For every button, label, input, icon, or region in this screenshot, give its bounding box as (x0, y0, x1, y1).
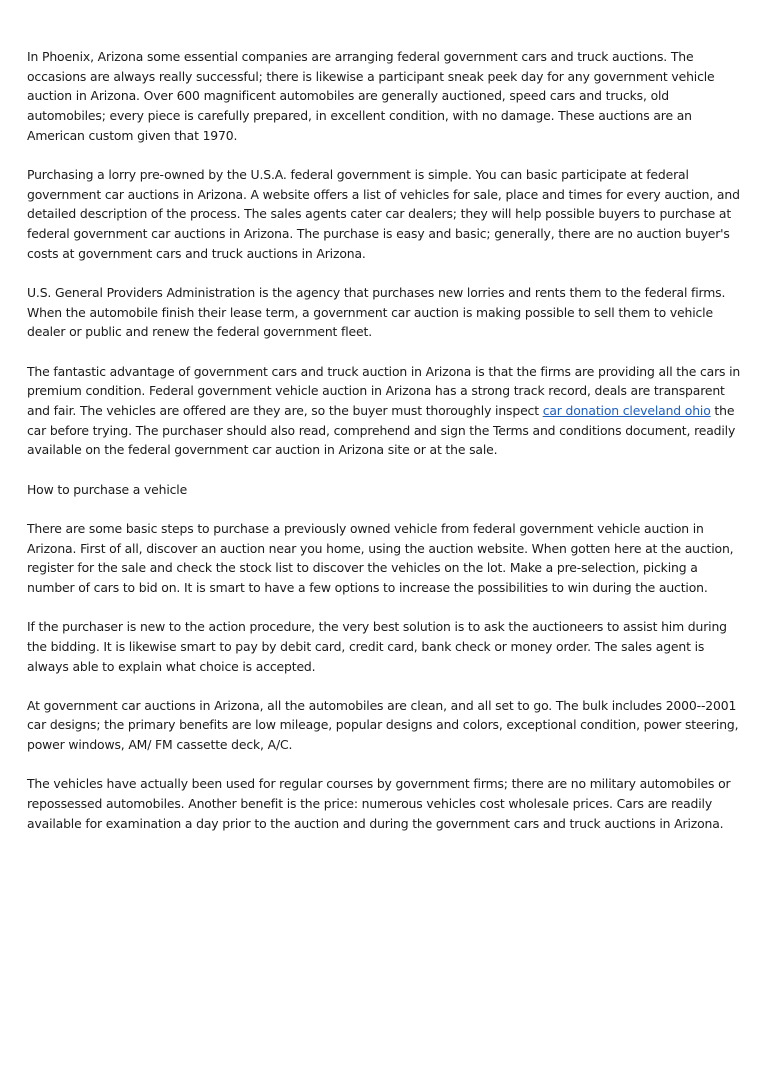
paragraph-clean-automobiles: At government car auctions in Arizona, all the automobiles are clean, and all set to go. The bulk includes 2000--2001 car designs; the primary benefits are low mileage, popular designs and colors, exceptional condition, power steering, power windows, AM/ FM cassette deck, A/C. (27, 697, 739, 753)
car-donation-link[interactable]: car donation cleveland ohio (542, 403, 711, 419)
section-heading-how-to-purchase: How to purchase a vehicle (27, 481, 188, 497)
paragraph-phoenix-auctions: In Phoenix, Arizona some essential companies are arranging federal government cars and truck auctions. The occasions are always really successful; there is likewise a participant sneak peek day for any government vehicle auction in Arizona. Over 600 magnificent automobiles are generally auctioned, speed cars and trucks, old automobiles; every piece is carefully prepared, in excellent condition, with no damage. These auctions are an American custom given that 1970. (27, 49, 715, 143)
paragraph-advantage (27, 362, 743, 461)
paragraph-purchasing-lorry: Purchasing a lorry pre-owned by the U.S.A. federal government is simple. You can basic participate at federal government car auctions in Arizona. A website offers a list of vehicles for sale, place and times for every auction, and detailed description of the process. The sales agents cater car dealers; they will help possible buyers to purchase at federal government car auctions in Arizona. The purchase is easy and basic; generally, there are no auction buyer's costs at government cars and truck auctions in Arizona. (27, 167, 740, 261)
document-page (27, 47, 743, 853)
paragraph-gsa-agency: U.S. General Providers Administration is the agency that purchases new lorries and rents them to the federal firms. When the automobile finish their lease term, a government car auction is making possible to sell them to vehicle dealer or public and renew the federal government fleet. (27, 285, 726, 340)
paragraph-new-purchaser: If the purchaser is new to the action procedure, the very best solution is to ask the auctioneers to assist him during the bidding. It is likewise smart to pay by debit card, credit card, bank check or money order. The sales agent is always able to explain what choice is accepted. (27, 619, 727, 674)
paragraph-advantage-text-start: The fantastic advantage of government cars and truck auction in Arizona is that the firms are providing all the cars in premium condition. Federal government vehicle auction in Arizona has a strong track record, deals are transparent and fair. The vehicles are offered are they are, so the buyer must thoroughly inspect (27, 363, 741, 419)
paragraph-basic-steps: There are some basic steps to purchase a previously owned vehicle from federal government vehicle auction in Arizona. First of all, discover an auction near you home, using the auction website. When gotten here at the auction, register for the sale and check the stock list to discover the vehicles on the lot. Make a pre-selection, picking a number of cars to bid on. It is smart to have a few options to increase the possibilities to win during the auction. (27, 520, 734, 595)
paragraph-advantage-text-end: the car before trying. The purchaser should also read, comprehend and sign the Terms and conditions document, readily available on the federal government car auction in Arizona site or at the sale. (27, 403, 736, 458)
paragraph-regular-courses: The vehicles have actually been used for regular courses by government firms; there are no military automobiles or repossessed automobiles. Another benefit is the price: numerous vehicles cost wholesale prices. Cars are readily available for examination a day prior to the auction and during the government cars and truck auctions in Arizona. (27, 776, 731, 831)
